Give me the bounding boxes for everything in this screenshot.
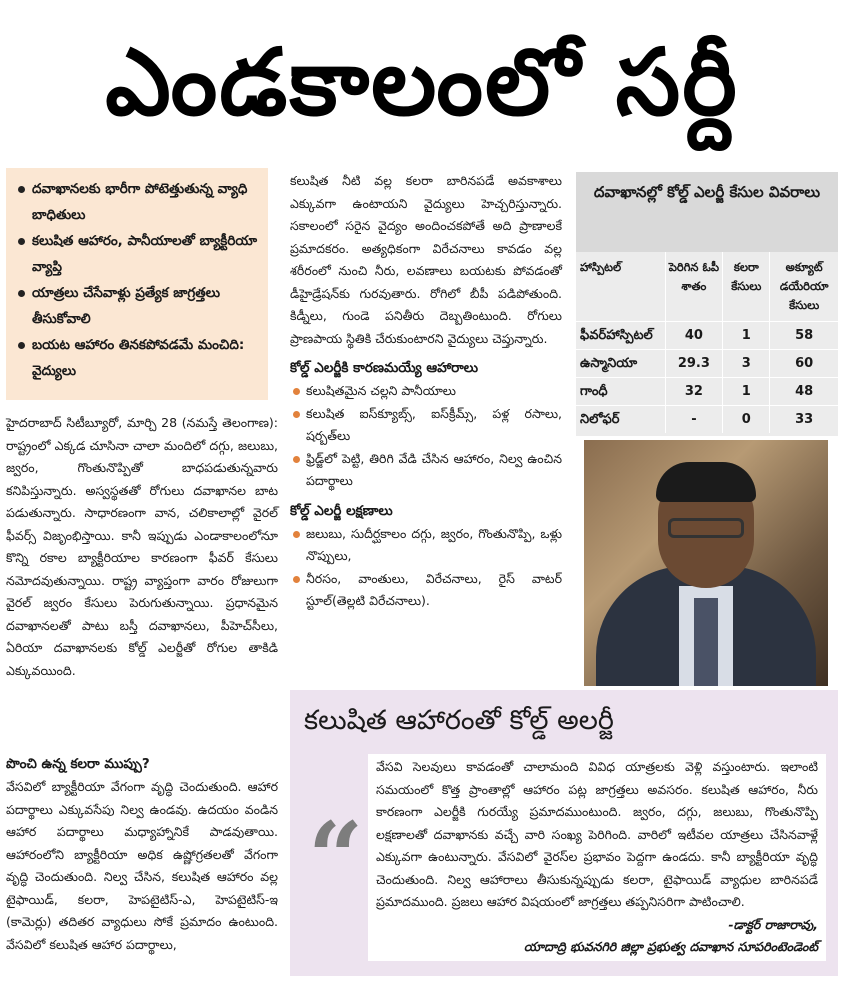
table-header: అక్యూట్ డయేరియా కేసులు <box>770 252 838 322</box>
highlight-item: కలుషిత ఆహారం, పానీయాలతో బ్యాక్టీరియా వ్యాప్తి <box>16 228 260 280</box>
table-cell: ఫీవర్‌హాస్పిటల్ <box>576 322 665 350</box>
symptom-list <box>290 523 562 613</box>
quote-paragraph: వేసవి సెలవులు కావడంతో చాలామంది వివిధ యాత్రలకు వెళ్లి వస్తుంటారు. ఇలాంటి సమయంలో కొత్త ప్రాంతాల్లో ఆహారం పట్ల జాగ్రత్తలు అవసరం. కలుషిత ఆహారం, నీరు కారణంగా ఎలర్జీకి గురయ్యే ప్రమాదముంటుంది. జ్వరం, దగ్గు, జలుబు, గొంతునొప్పి లక్షణాలతో దవాఖానకు వచ్చే వారి సంఖ్య పెరిగింది. వారిలో ఇటీవల యాత్రలు చేసినవాళ్లే ఎక్కువగా ఉంటున్నారు. వేసవిలో వైరస్‌ల ప్రభావం పెద్దగా ఉండదు. కానీ బ్యాక్టీరియా వృద్ధి చెందుతుంది. నిల్వ ఆహారాలు తీసుకున్నప్పుడు కలరా, టైఫాయిడ్ వ్యాధుల బారినపడే ప్రమాదముంది. ప్రజలు ఆహార విషయంలో జాగ్రత్తలు తప్పనిసరిగా పాటించాలి. <box>376 759 818 909</box>
table-header: కలరా కేసులు <box>723 252 770 322</box>
list-item: ఫ్రిడ్జ్‌లో పెట్టి, తిరిగి వేడి చేసిన ఆహారం, నిల్వ ఉంచిన పదార్థాలు <box>290 448 562 493</box>
quote-signature-name: -డాక్టర్ రాజారావు, <box>728 916 818 932</box>
table-cell: 48 <box>770 378 838 406</box>
quote-signature-title: యాదాద్రి భువనగిరి జిల్లా ప్రభుత్వ దవాఖాన సూపరింటెండెంట్ <box>523 939 818 954</box>
headline: ఎండకాలంలో సర్దీ <box>105 29 739 136</box>
table-cell: 32 <box>665 378 723 406</box>
photo-tie <box>694 598 718 686</box>
table-cell: 33 <box>770 406 838 434</box>
highlight-item: బయట ఆహారం తినకపోవడమే మంచిది: వైద్యులు <box>16 332 260 384</box>
highlights-box <box>6 168 268 400</box>
article-column-2 <box>290 170 562 613</box>
table-cell: 3 <box>723 350 770 378</box>
cases-table-box <box>576 172 838 436</box>
table-cell: 1 <box>723 378 770 406</box>
list-item: జలుబు, సుదీర్ఘకాలం దగ్గు, జ్వరం, గొంతునొప్పి, ఒళ్లు నొప్పులు, <box>290 523 562 568</box>
food-list <box>290 380 562 493</box>
table-header: హాస్పిటల్ <box>580 260 622 274</box>
table-row <box>576 378 838 406</box>
highlight-item: దవాఖానలకు భారీగా పోటెత్తుతున్న వ్యాధి బాధితులు <box>16 176 260 228</box>
article-column-1-top <box>6 412 278 682</box>
table-cell: గాంధీ <box>576 378 665 406</box>
photo-hair <box>656 462 756 502</box>
list-item: కలుషిత ఐస్‌క్యూబ్స్, ఐస్‌క్రీమ్స్, పళ్ల రసాలు, షర్బత్‌లు <box>290 403 562 448</box>
cases-table <box>576 252 838 433</box>
table-row <box>576 322 838 350</box>
table-cell: 58 <box>770 322 838 350</box>
quote-text-block <box>368 754 826 961</box>
subheading: కోల్డ్ ఎలర్జీ లక్షణాలు <box>290 502 393 519</box>
table-cell: 1 <box>723 322 770 350</box>
subheading: పొంచి ఉన్న కలరా ముప్పు? <box>6 756 150 772</box>
article-paragraph: హైదరాబాద్ సిటీబ్యూరో, మార్చి 28 (నమస్తే తెలంగాణ): రాష్ట్రంలో ఎక్కడ చూసినా చాలా మందిలో దగ్గు, జలుబు, జ్వరం, గొంతునొప్పితో బాధపడుతున్నవారు కనిపిస్తున్నారు. అస్వస్థతతో రోగులు దవాఖానల బాట పడుతున్నారు. సాధారణంగా వాన, చలికాలాల్లో వైరల్ ఫీవర్స్ విజృంభిస్తాయి. కానీ ఇప్పుడు ఎండాకాలంలోనూ కొన్ని రకాల బ్యాక్టీరియాల కారణంగా ఫీవర్ కేసులు నమోదవుతున్నాయి. రాష్ట్ర వ్యాప్తంగా వారం రోజులుగా వైరల్ జ్వరం కేసులు పెరుగుతున్నాయి. ప్రధానమైన దవాఖానలతో పాటు బస్తీ దవాఖానలు, పీహెచ్‌సీలు, ఏరియా దవాఖానలకు కోల్డ్ ఎలర్జీతో రోగుల తాకిడి ఎక్కువయింది. <box>6 415 278 678</box>
highlight-item: యాత్రలు చేసేవాళ్లు ప్రత్యేక జాగ్రత్తలు తీసుకోవాలి <box>16 280 260 332</box>
photo-glasses <box>668 518 744 538</box>
table-cell: 29.3 <box>665 350 723 378</box>
table-header: పెరిగిన ఓపీ శాతం <box>665 252 723 322</box>
table-title: దవాఖానల్లో కోల్డ్ ఎలర్జీ కేసుల వివరాలు <box>576 172 838 252</box>
article-column-1-bottom <box>6 752 278 956</box>
table-row <box>576 406 838 434</box>
table-cell: 40 <box>665 322 723 350</box>
table-cell: ఉస్మానియా <box>576 350 665 378</box>
quote-mark-icon: “ <box>308 801 364 914</box>
table-cell: 60 <box>770 350 838 378</box>
table-row <box>576 350 838 378</box>
article-paragraph: కలుషిత నీటి వల్ల కలరా బారినపడే అవకాశాలు ఎక్కువగా ఉంటాయని వైద్యులు హెచ్చరిస్తున్నారు. సకాలంలో సరైన వైద్యం అందించకపోతే అది ప్రాణాలకే ప్రమాదకరం. అత్యధికంగా విరేచనాలు కావడం వల్ల శరీరంలో నుంచి నీరు, లవణాలు బయటకు పోవడంతో డీహైడ్రేషన్‌కు గురవుతారు. రోగిలో బీపీ పడిపోతుంది. కిడ్నీలు, గుండె పనితీరు దెబ్బతింటుంది. రోగులు ప్రాణపాయ స్థితికి చేరుకుంటారని వైద్యులు చెప్తున్నారు. <box>290 173 562 346</box>
article-paragraph: వేసవిలో బ్యాక్టీరియా వేగంగా వృద్ధి చెందుతుంది. ఆహార పదార్థాలు ఎక్కువసేపు నిల్వ ఉండవు. ఉదయం వండిన ఆహార పదార్థాలు మధ్యాహ్నానికే పాడవుతాయి. ఆహారంలోని బ్యాక్టీరియా అధిక ఉష్ణోగ్రతలతో వేగంగా వృద్ధి చెందుతుంది. నిల్వ చేసిన, కలుషిత ఆహారం వల్ల టైఫాయిడ్, కలరా, హెపటైటిస్-ఎ, హెపటైటిస్-ఇ (కామెర్లు) తదితర వ్యాధులు సోకే ప్రమాదం ఉంటుంది. వేసవిలో కలుషిత ఆహార పదార్థాలు, <box>6 779 278 952</box>
table-cell: 0 <box>723 406 770 434</box>
table-cell: నిలోఫర్ <box>576 406 665 434</box>
list-item: నీరసం, వాంతులు, విరేచనాలు, రైస్ వాటర్ స్టూల్(తెల్లటి విరేచనాలు). <box>290 568 562 613</box>
table-cell: - <box>665 406 723 434</box>
quote-title: కలుషిత ఆహారంతో కోల్డ్ అలర్జీ <box>304 705 614 736</box>
quote-box <box>290 690 838 976</box>
subheading: కోల్డ్ ఎలర్జీకి కారణమయ్యే ఆహారాలు <box>290 360 478 376</box>
doctor-photo <box>584 440 828 686</box>
list-item: కలుషితమైన చల్లని పానీయాలు <box>290 380 562 403</box>
